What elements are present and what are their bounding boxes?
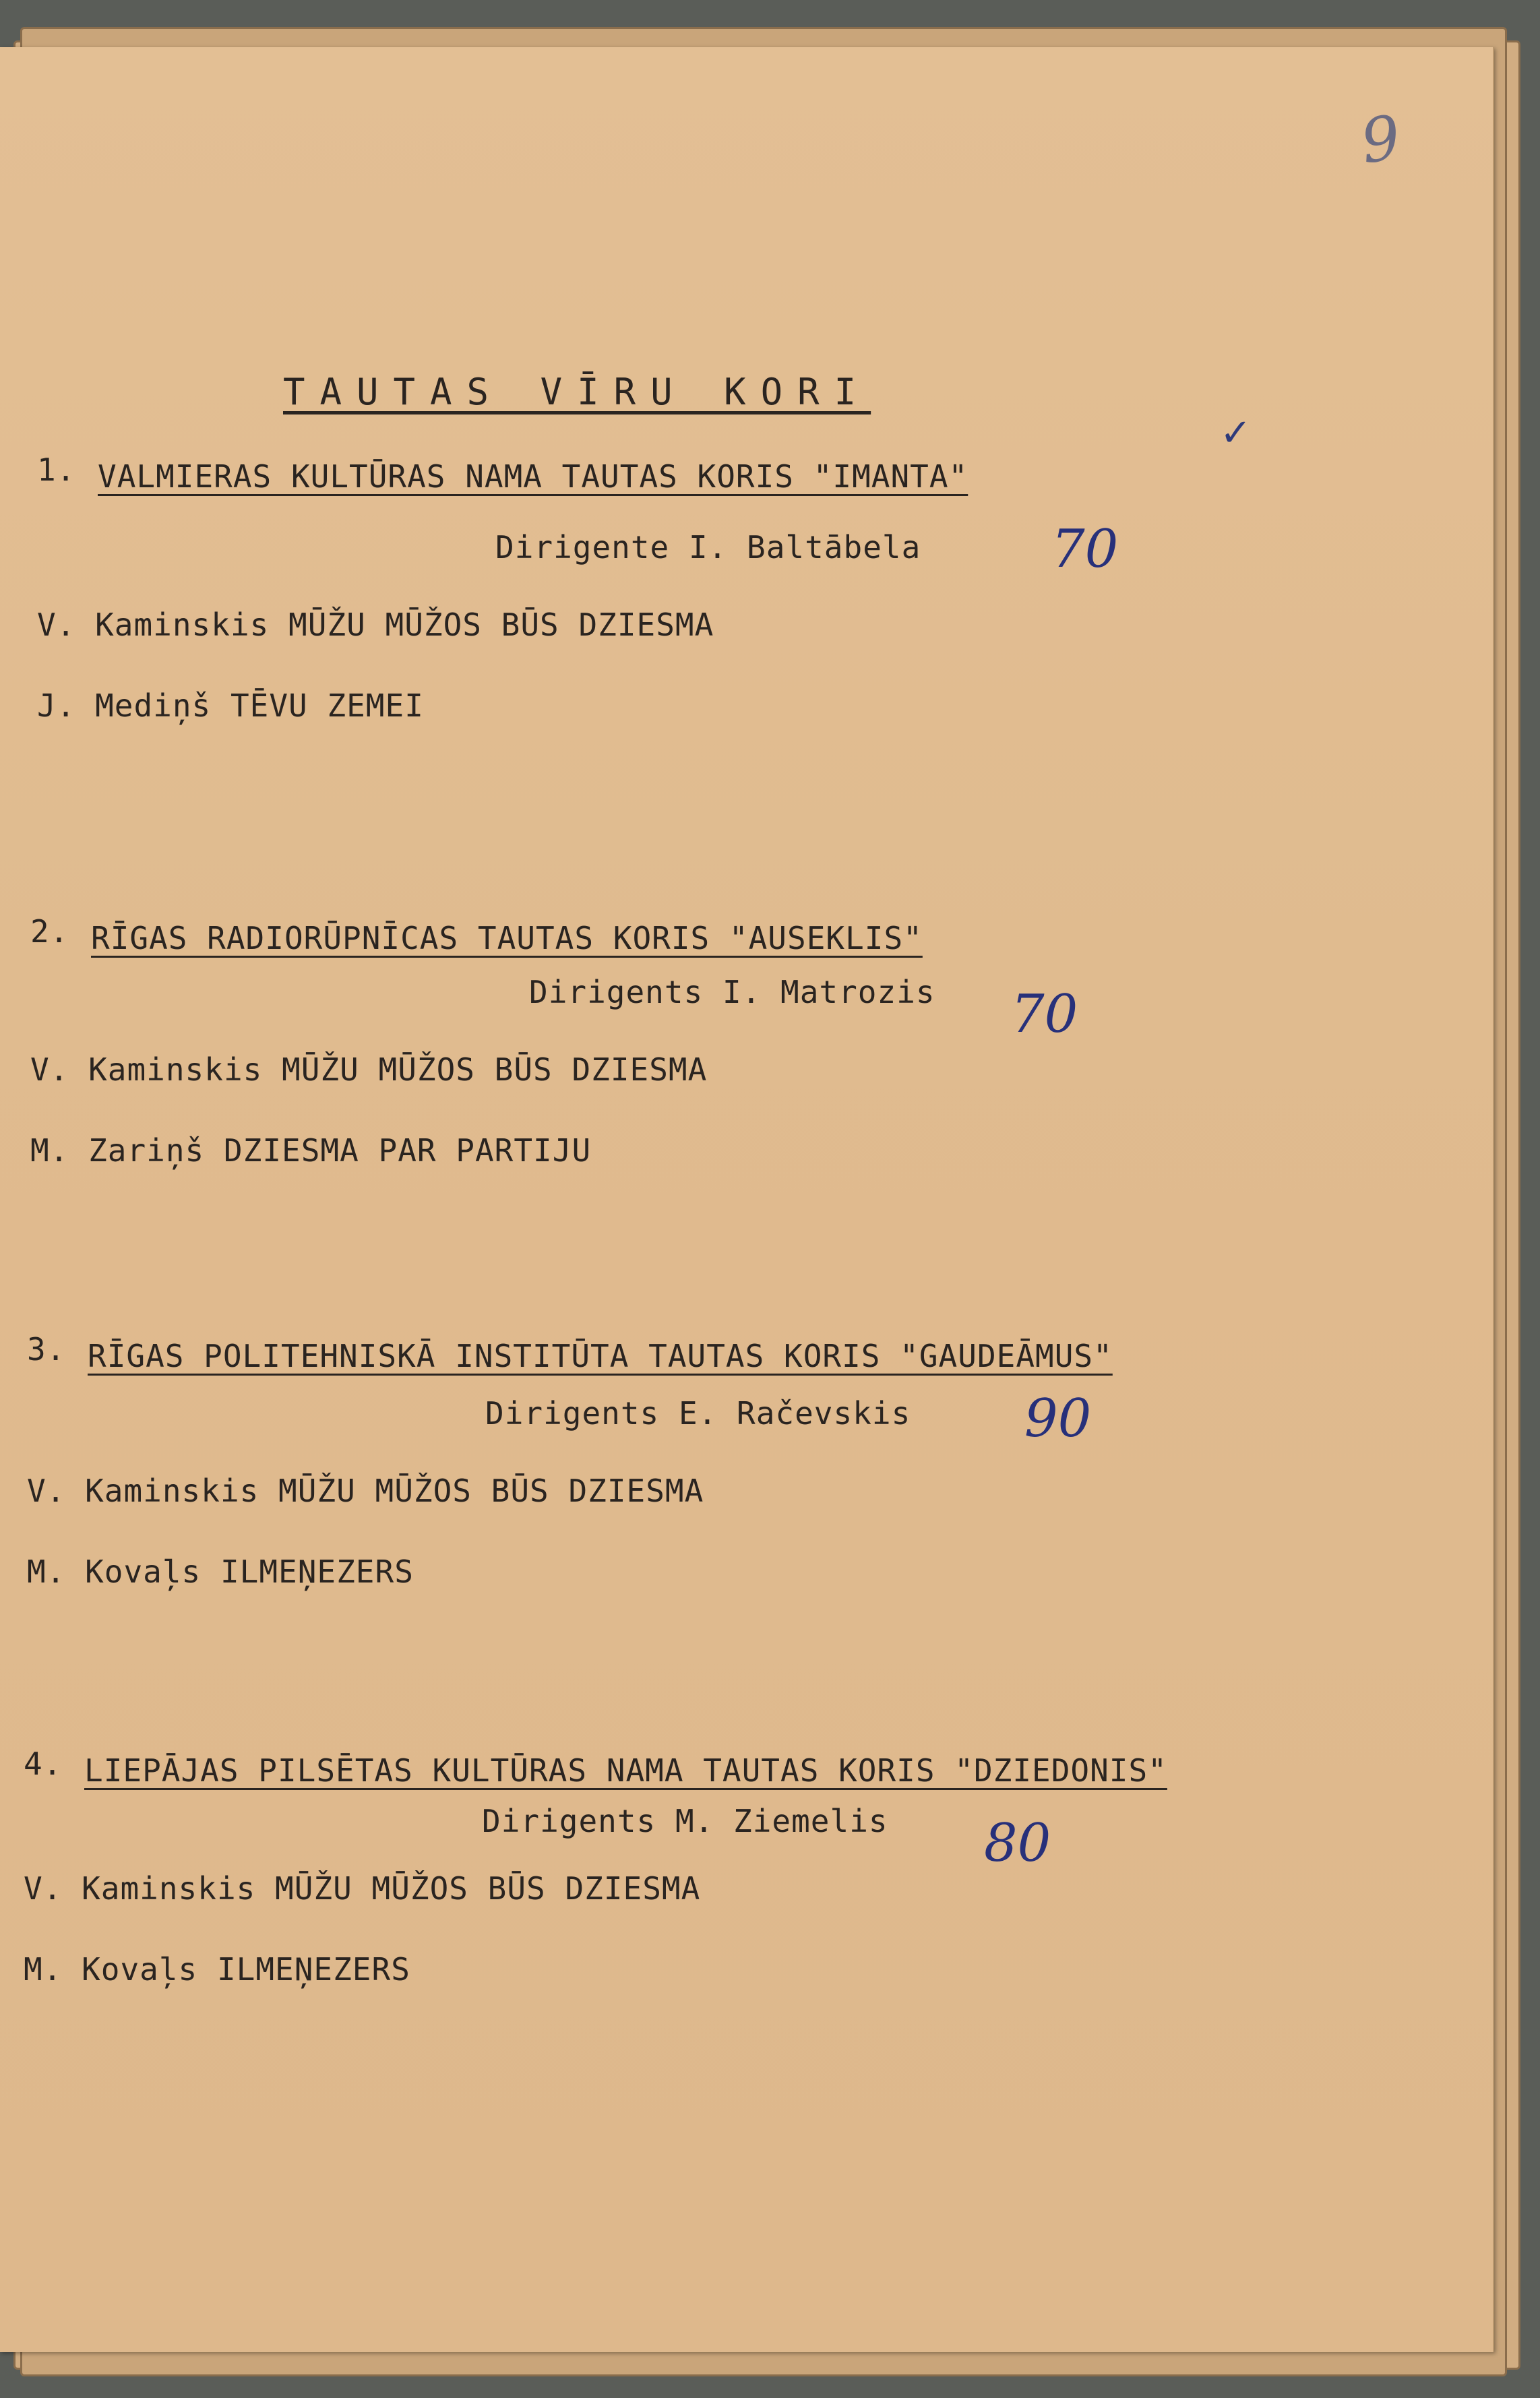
handwritten-page-number: 9 bbox=[1356, 102, 1405, 178]
choir-number: 4. bbox=[24, 1746, 63, 1782]
choir-title: VALMIERAS KULTŪRAS NAMA TAUTAS KORIS "IMANTA" bbox=[98, 458, 968, 495]
handwritten-score: 90 bbox=[1024, 1388, 1092, 1449]
handwritten-score: 70 bbox=[1011, 984, 1078, 1045]
choir-number: 3. bbox=[27, 1331, 66, 1367]
program-piece: V. Kaminskis MŪŽU MŪŽOS BŪS DZIESMA bbox=[30, 1051, 708, 1088]
program-piece: M. Kovaļs ILMEŅEZERS bbox=[27, 1554, 414, 1590]
handwritten-score: 70 bbox=[1051, 519, 1119, 580]
document-page bbox=[0, 47, 1494, 2352]
document-heading: TAUTAS VĪRU KORI bbox=[283, 371, 871, 413]
choir-number: 1. bbox=[37, 452, 76, 488]
choir-conductor: Dirigente I. Baltābela bbox=[495, 529, 921, 565]
program-piece: M. Zariņš DZIESMA PAR PARTIJU bbox=[30, 1132, 592, 1169]
choir-title: LIEPĀJAS PILSĒTAS KULTŪRAS NAMA TAUTAS KORIS "DZIEDONIS" bbox=[84, 1752, 1167, 1789]
program-piece: V. Kaminskis MŪŽU MŪŽOS BŪS DZIESMA bbox=[24, 1870, 701, 1907]
choir-conductor: Dirigents I. Matrozis bbox=[529, 974, 935, 1010]
handwritten-check-mark: ✓ bbox=[1220, 411, 1252, 455]
choir-title: RĪGAS RADIORŪPNĪCAS TAUTAS KORIS "AUSEKLIS" bbox=[91, 920, 923, 956]
choir-title: RĪGAS POLITEHNISKĀ INSTITŪTA TAUTAS KORIS "GAUDEĀMUS" bbox=[88, 1338, 1113, 1374]
handwritten-score: 80 bbox=[984, 1813, 1051, 1874]
program-piece: V. Kaminskis MŪŽU MŪŽOS BŪS DZIESMA bbox=[27, 1473, 704, 1509]
choir-conductor: Dirigents E. Račevskis bbox=[485, 1395, 911, 1432]
program-piece: J. Mediņš TĒVU ZEMEI bbox=[37, 687, 424, 724]
choir-number: 2. bbox=[30, 913, 69, 950]
program-piece: V. Kaminskis MŪŽU MŪŽOS BŪS DZIESMA bbox=[37, 607, 714, 643]
program-piece: M. Kovaļs ILMEŅEZERS bbox=[24, 1951, 410, 1988]
choir-conductor: Dirigents M. Ziemelis bbox=[482, 1803, 888, 1839]
